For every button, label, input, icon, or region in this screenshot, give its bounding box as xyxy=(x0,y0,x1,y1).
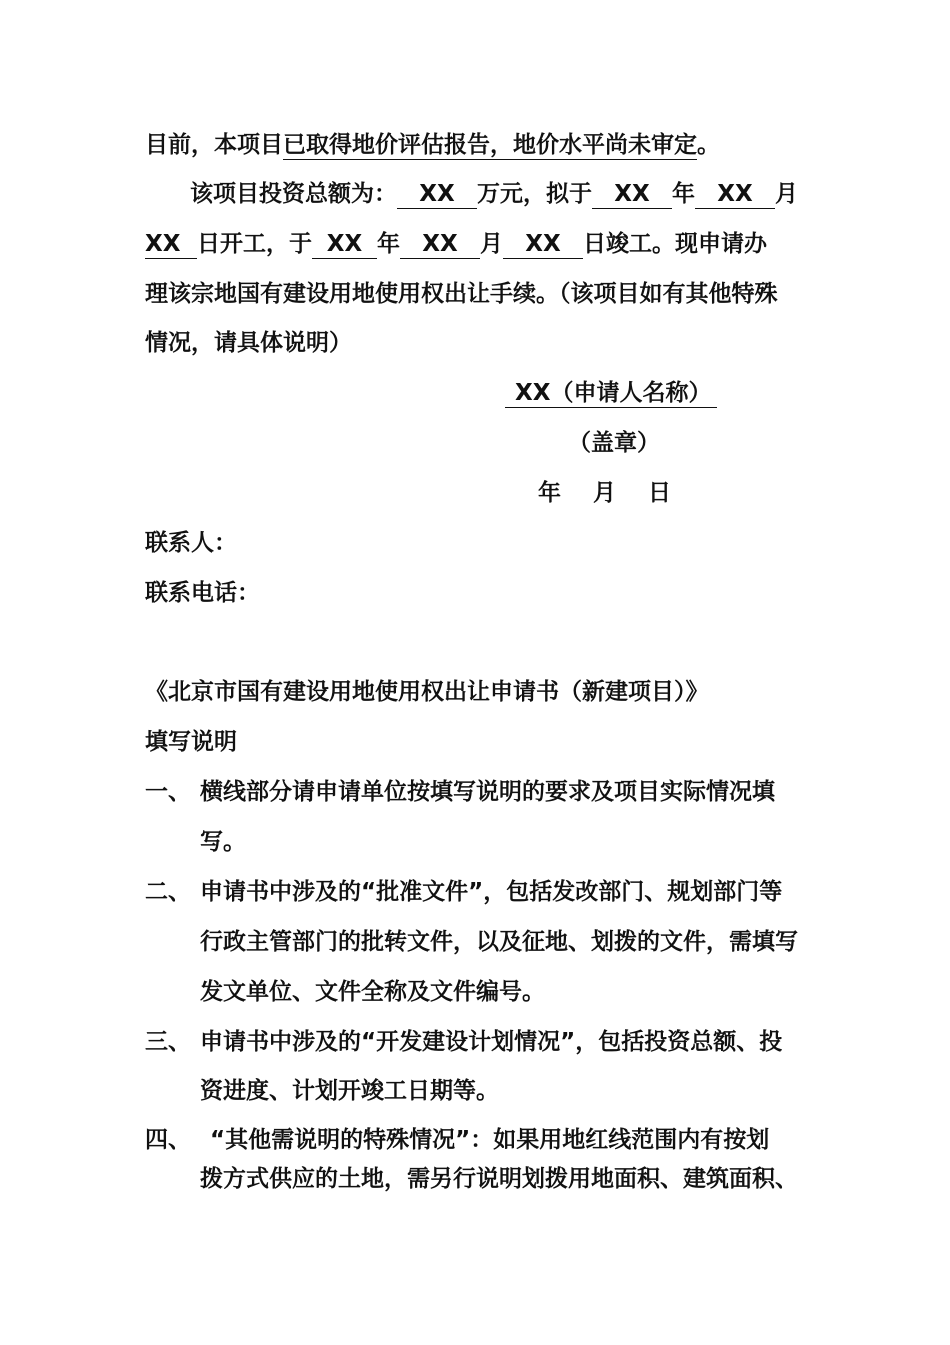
seal-label: （盖章） xyxy=(568,430,660,456)
item-number: 二、 xyxy=(145,879,191,905)
investment-lead: 该项目投资总额为： xyxy=(190,181,397,207)
appraisal-status: 已取得地价评估报告，地价水平尚未审定 xyxy=(283,132,697,158)
item-number: 一、 xyxy=(145,779,191,805)
guide-title: 《北京市国有建设用地使用权出让申请书（新建项目）》 xyxy=(145,679,709,705)
item-number: 三、 xyxy=(145,1029,191,1055)
item-line: 行政主管部门的批转文件，以及征地、划拨的文件，需填写 xyxy=(200,929,798,955)
start-month-blank: XX xyxy=(695,180,775,209)
unit-wan: 万元，拟于 xyxy=(477,181,592,207)
end-year-blank: XX xyxy=(312,230,377,259)
item-line: 写。 xyxy=(200,829,246,855)
start-day-blank: XX xyxy=(145,230,197,259)
item-line: 申请书中涉及的“批准文件”，包括发改部门、规划部门等 xyxy=(200,879,783,905)
intro-paragraph xyxy=(145,130,720,160)
year-label: 年 xyxy=(672,181,695,207)
item-line: 拨方式供应的土地，需另行说明划拨用地面积、建筑面积、 xyxy=(200,1166,798,1192)
investment-line-1 xyxy=(190,179,798,209)
item-line: 申请书中涉及的“开发建设计划情况”，包括投资总额、投 xyxy=(200,1029,783,1055)
item-line: 资进度、计划开竣工日期等。 xyxy=(200,1078,499,1104)
item-number: 四、 xyxy=(145,1127,191,1153)
item-line: 发文单位、文件全称及文件编号。 xyxy=(200,979,545,1005)
contact-person-label: 联系人： xyxy=(145,530,237,556)
investment-line-4: 情况，请具体说明） xyxy=(145,330,352,356)
investment-line-3: 理该宗地国有建设用地使用权出让手续。（该项目如有其他特殊 xyxy=(145,281,778,307)
month-label: 月 xyxy=(775,181,798,207)
investment-line-2 xyxy=(145,229,767,259)
end-day-blank: XX xyxy=(503,230,583,259)
intro-prefix: 目前，本项目 xyxy=(145,132,283,158)
end-month-label: 月 xyxy=(480,231,503,257)
item-line: 横线部分请申请单位按填写说明的要求及项目实际情况填 xyxy=(200,779,775,805)
end-month-blank: XX xyxy=(400,230,480,259)
item-line: “其他需说明的特殊情况”：如果用地红线范围内有按划 xyxy=(210,1127,770,1153)
applicant-name-text: XX（申请人名称） xyxy=(505,379,717,408)
contact-phone-label: 联系电话： xyxy=(145,580,260,606)
intro-suffix: 。 xyxy=(697,132,720,158)
investment-amount-blank: XX xyxy=(397,180,477,209)
completion-tail: 日竣工。现申请办 xyxy=(583,231,767,257)
date-label: 年 月 日 xyxy=(538,480,672,506)
applicant-name xyxy=(505,378,717,408)
start-label: 日开工，于 xyxy=(197,231,312,257)
guide-subtitle: 填写说明 xyxy=(145,729,237,755)
end-year-label: 年 xyxy=(377,231,400,257)
start-year-blank: XX xyxy=(592,180,672,209)
